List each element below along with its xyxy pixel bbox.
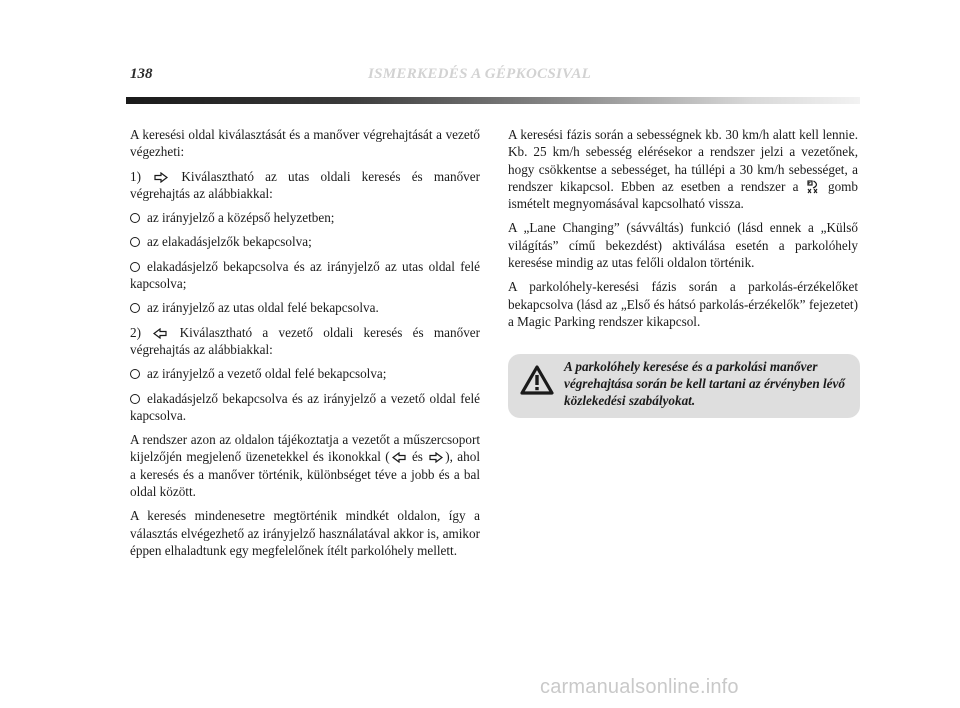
final-paragraph: A keresés mindenesetre megtörténik mindkét oldalon, így a választás elvégezhető az irányjelző használatával akkor is, amikor éppen elhaladtunk egy megfelelőnek ítélt parkolóhely mellett.	[130, 508, 480, 558]
arrow-left-icon	[392, 452, 406, 463]
right-column	[508, 126, 858, 337]
bullet-circle-icon	[130, 369, 140, 379]
list-item: elakadásjelző bekapcsolva és az irányjelző a vezető oldal felé kapcsolva.	[130, 390, 480, 423]
bullet-circle-icon	[130, 394, 140, 404]
bullet-circle-icon	[130, 262, 140, 272]
left-column	[130, 126, 480, 566]
parking-button-icon	[807, 180, 820, 194]
intro-paragraph: A keresési oldal kiválasztását és a manőver végrehajtását a vezető végezheti:	[130, 127, 480, 160]
item1-number: 1)	[130, 168, 141, 184]
list-item: az irányjelző az utas oldal felé bekapcsolva.	[130, 299, 480, 316]
item2-paragraph	[130, 324, 480, 359]
list-item: az elakadásjelzők bekapcsolva;	[130, 233, 480, 250]
list-item: az irányjelző a vezető oldal felé bekapcsolva;	[130, 365, 480, 382]
page-number: 138	[130, 66, 153, 82]
item2-number: 2)	[130, 324, 141, 340]
sensors-paragraph: A parkolóhely-keresési fázis során a parkolás-érzékelőket bekapcsolva (lásd az „Első és hátsó parkolás-érzékelők” fejezetet) a Magic Parking rendszer kikapcsol.	[508, 279, 858, 329]
speed-paragraph: A keresési fázis során a sebességnek kb. 30 km/h alatt kell lennie. Kb. 25 km/h sebesség elérésekor a rendszer jelzi a vezetőnek, hogy csökkentse a sebességet, ha túllépi a 30 km/h sebességet, a rendszer kikapcsol. Ebben az esetben a rendszer a gomb ismételt megnyomásával kapcsolható vissza.	[508, 127, 859, 212]
bullet-circle-icon	[130, 213, 140, 223]
header-rule	[126, 97, 860, 104]
arrow-right-icon	[154, 172, 168, 183]
arrow-left-icon	[153, 328, 167, 339]
warning-text: A parkolóhely keresése és a parkolási manőver végrehajtása során be kell tartani az érvényben lévő közlekedési szabályokat.	[564, 359, 845, 408]
item1-text: Kiválasztható az utas oldali keresés és manőver végrehajtás az alábbiakkal:	[130, 168, 481, 201]
warning-box	[508, 354, 860, 418]
bullet-circle-icon	[130, 237, 140, 247]
arrow-right-icon	[429, 452, 443, 463]
lane-paragraph: A „Lane Changing” (sávváltás) funkció (lásd ennek a „Külső világítás” című bekezdést) aktiválása esetén a parkolóhely keresése mindig az utas felőli oldalon történik.	[508, 220, 858, 271]
watermark: carmanualsonline.info	[540, 676, 739, 698]
display-paragraph: A rendszer azon az oldalon tájékoztatja a vezetőt a műszercsoport kijelzőjén megjelenő üzenetekkel és ikonokkal ( és ), ahol a keresés és a manőver történik, különbséget téve a jobb és a bal oldal között.	[130, 432, 480, 500]
list-item: az irányjelző a középső helyzetben;	[130, 209, 480, 226]
warning-triangle-icon	[520, 365, 554, 395]
item1-paragraph	[130, 168, 480, 203]
bullet-circle-icon	[130, 303, 140, 313]
running-header: ISMERKEDÉS A GÉPKOCSIVAL	[368, 66, 592, 82]
item2-text: Kiválasztható a vezető oldali keresés és manőver végrehajtás az alábbiakkal:	[130, 324, 481, 357]
list-item: elakadásjelző bekapcsolva és az irányjelző az utas oldal felé kapcsolva;	[130, 258, 480, 292]
